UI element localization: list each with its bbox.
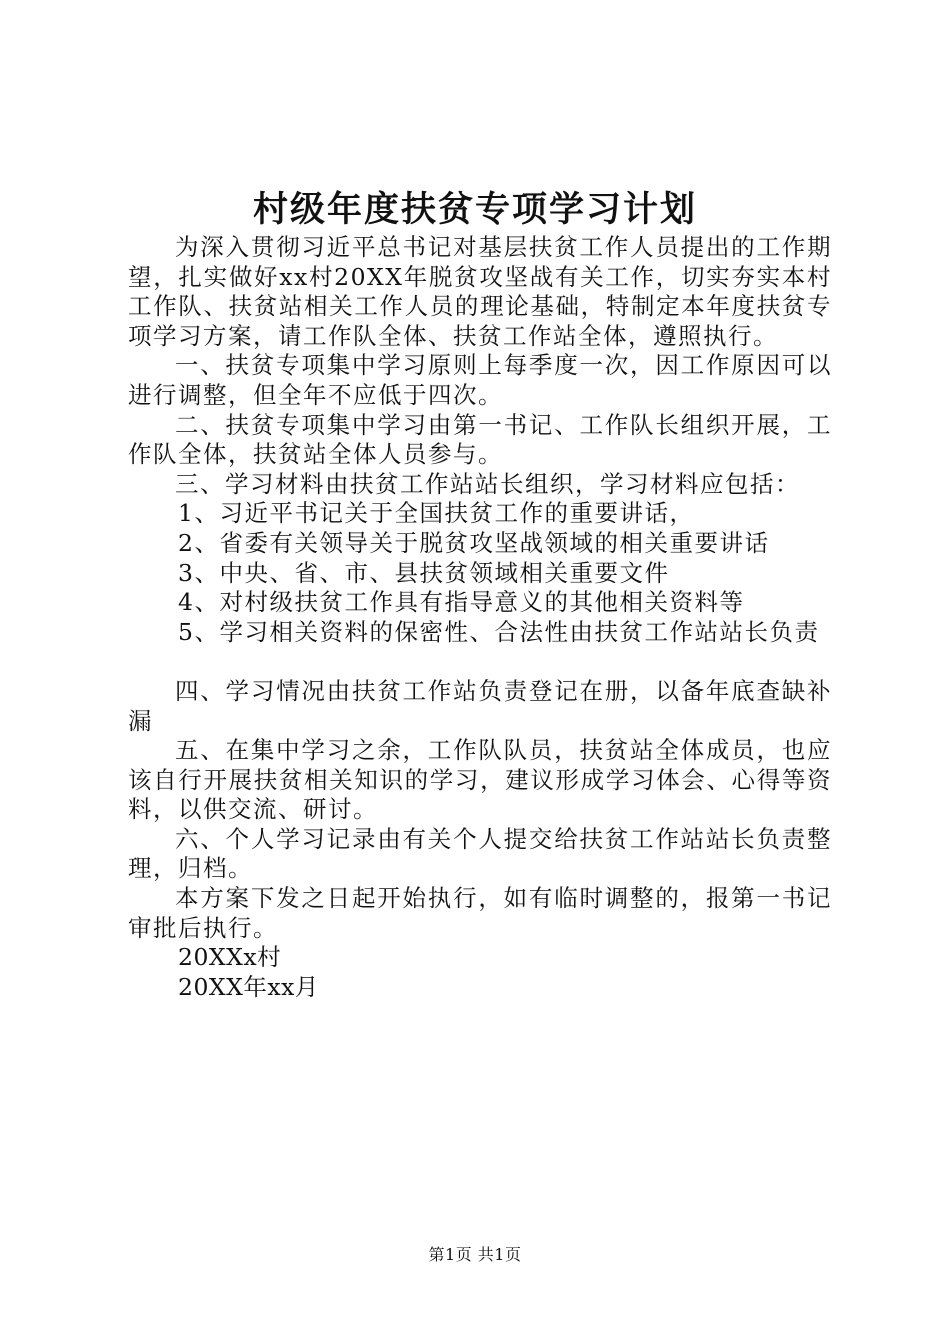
material-item-3: 3、中央、省、市、县扶贫领域相关重要文件 bbox=[178, 558, 670, 587]
material-item-2: 2、省委有关领导关于脱贫攻坚战领域的相关重要讲话 bbox=[178, 528, 770, 557]
document-title: 村级年度扶贫专项学习计划 bbox=[252, 189, 697, 230]
section-2-paragraph: 二、扶贫专项集中学习由第一书记、工作队长组织开展，工作队全体，扶贫站全体人员参与。 bbox=[128, 410, 832, 469]
material-item-1: 1、习近平书记关于全国扶贫工作的重要讲话， bbox=[178, 499, 695, 528]
section-5-paragraph: 五、在集中学习之余，工作队队员，扶贫站全体成员，也应该自行开展扶贫相关知识的学习，建议形成学习体会、心得等资料，以供交流、研讨。 bbox=[128, 736, 832, 824]
signature-date: 20XX年xx月 bbox=[178, 972, 319, 1001]
blank-line bbox=[128, 647, 832, 677]
section-6-paragraph: 六、个人学习记录由有关个人提交给扶贫工作站站长负责整理，归档。 bbox=[128, 824, 832, 883]
closing-paragraph: 本方案下发之日起开始执行，如有临时调整的，报第一书记审批后执行。 bbox=[128, 884, 832, 942]
section-4-paragraph: 四、学习情况由扶贫工作站负责登记在册，以备年底查缺补漏 bbox=[128, 676, 832, 735]
page-footer: 第1页 共1页 bbox=[428, 1245, 522, 1264]
material-item-5: 5、学习相关资料的保密性、合法性由扶贫工作站站长负责 bbox=[178, 617, 820, 646]
material-item-4: 4、对村级扶贫工作具有指导意义的其他相关资料等 bbox=[178, 588, 745, 617]
section-1-paragraph: 一、扶贫专项集中学习原则上每季度一次，因工作原因可以进行调整，但全年不应低于四次。 bbox=[128, 351, 832, 409]
intro-paragraph: 为深入贯彻习近平总书记对基层扶贫工作人员提出的工作期望，扎实做好xx村20XX年脱贫攻坚战有关工作，切实夯实本村工作队、扶贫站相关工作人员的理论基础，特制定本年度扶贫专项学习方案，请工作队全体、扶贫工作站全体，遵照执行。 bbox=[128, 233, 832, 350]
signature-organization: 20XXx村 bbox=[178, 943, 282, 972]
section-3-paragraph: 三、学习材料由扶贫工作站站长组织，学习材料应包括： bbox=[175, 469, 800, 498]
document-body bbox=[128, 233, 832, 1002]
